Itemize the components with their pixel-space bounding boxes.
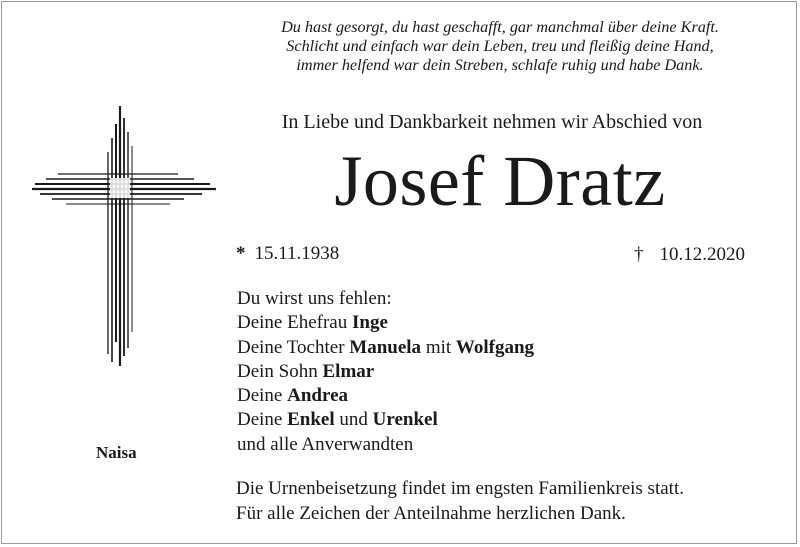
birth-symbol: * <box>236 243 246 264</box>
mourner-name: Wolfgang <box>455 336 535 358</box>
mourners-closing: und alle Anverwandten <box>237 433 414 455</box>
intro-text: In Liebe und Dankbarkeit nehmen wir Abschied von <box>281 111 703 133</box>
mourners-list <box>237 287 534 457</box>
list-item <box>237 408 534 432</box>
mourner-connector: und <box>334 409 373 431</box>
mourner-relation: Deine Tochter <box>237 336 350 358</box>
mourner-relation: Deine <box>237 385 288 407</box>
poem-line: immer helfend war dein Streben, schlafe ruhig und habe Dank. <box>296 56 704 74</box>
deceased-name: Josef Dratz <box>334 141 666 221</box>
list-item <box>237 360 534 384</box>
death-date-value: 10.12.2020 <box>659 244 745 265</box>
poem-line: Du hast gesorgt, du hast geschafft, gar manchmal über deine Kraft. <box>281 18 719 36</box>
mourner-relation: Dein Sohn <box>237 360 323 382</box>
signature: Naisa <box>96 443 137 462</box>
birth-date-value: 15.11.1938 <box>254 243 340 264</box>
poem-line: Schlicht und einfach war dein Leben, treu und fleißig deine Hand, <box>286 37 714 55</box>
footer-line: Die Urnenbeisetzung findet im engsten Familienkreis statt. <box>236 478 684 499</box>
footer-text <box>236 477 684 526</box>
mourner-connector: mit <box>421 336 456 358</box>
list-item <box>237 311 534 335</box>
mourner-relation: Deine Ehefrau <box>237 312 352 334</box>
list-item <box>237 384 534 408</box>
birth-date <box>236 243 339 265</box>
mourner-name: Elmar <box>322 360 375 382</box>
footer-line: Für alle Zeichen der Anteilnahme herzlichen Dank. <box>236 502 626 524</box>
mourner-name: Inge <box>352 312 388 334</box>
mourner-name: Manuela <box>349 336 422 358</box>
death-date <box>634 244 745 266</box>
mourners-heading: Du wirst uns fehlen: <box>237 288 392 309</box>
poem <box>220 18 780 75</box>
mourner-name: Urenkel <box>372 409 438 431</box>
cross-icon <box>32 104 216 366</box>
list-item <box>237 336 534 360</box>
death-symbol: † <box>634 244 644 265</box>
mourner-name: Enkel <box>287 409 335 431</box>
mourner-name: Andrea <box>287 385 349 407</box>
mourner-relation: Deine <box>237 409 288 431</box>
